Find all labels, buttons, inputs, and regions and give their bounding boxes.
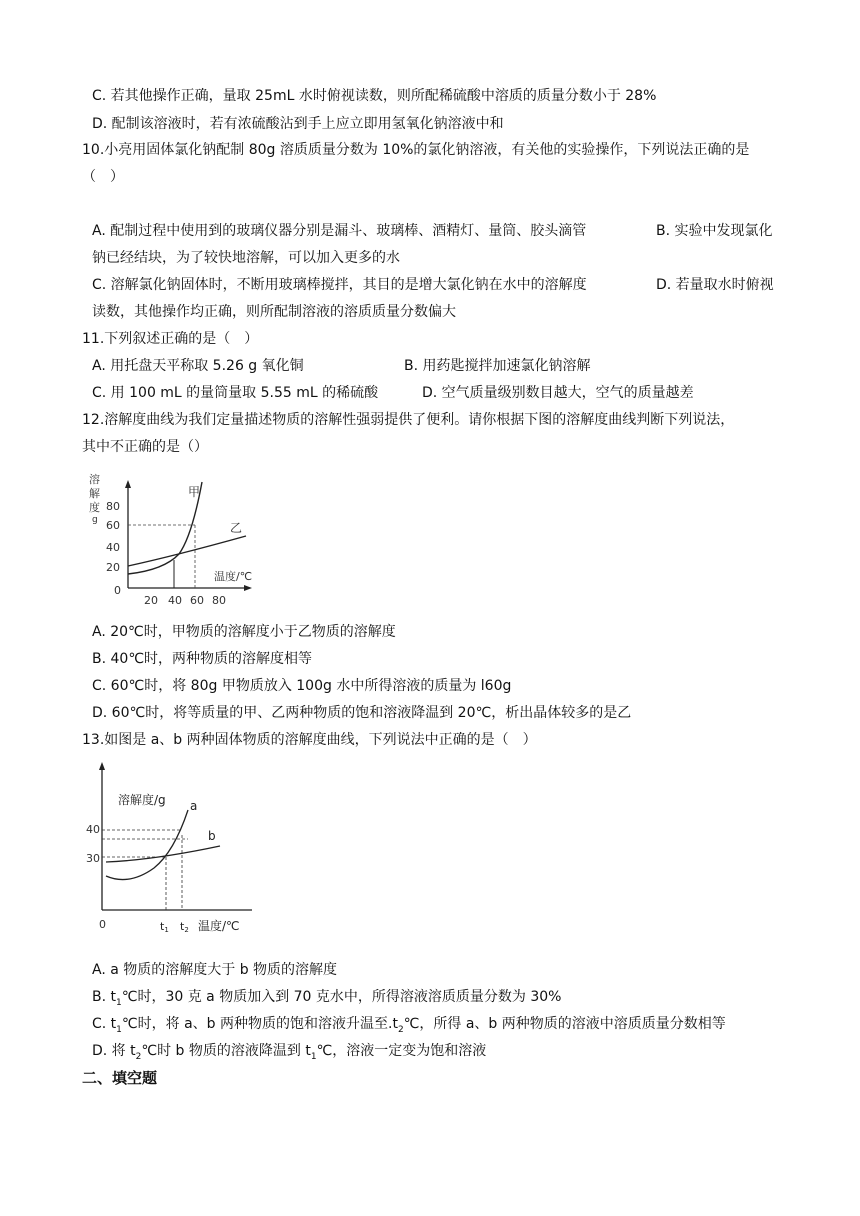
q13-curve-a — [106, 810, 188, 880]
q12-x-label: 温度/℃ — [214, 570, 253, 583]
q11-stem: 11.下列叙述正确的是（ ） — [82, 331, 259, 347]
q13-stem: 13.如图是 a、b 两种固体物质的溶解度曲线，下列说法中正确的是（ ） — [82, 732, 537, 748]
q12-ytick-20: 20 — [106, 561, 120, 574]
q12-xtick-40: 40 — [168, 594, 182, 607]
q13-x-label: 温度/℃ — [198, 919, 240, 933]
q12-xtick-60: 60 — [190, 594, 204, 607]
q10-option-a: A. 配制过程中使用到的玻璃仪器分别是漏斗、玻璃棒、酒精灯、量筒、胶头滴管 — [92, 223, 587, 239]
q10-option-b: B. 实验中发现氯化 — [656, 223, 773, 239]
q12-option-a: A. 20℃时，甲物质的溶解度小于乙物质的溶解度 — [92, 624, 396, 640]
q13-option-b: B. $t_1℃$时，30 克 a 物质加入到 70 克水中，所得溶液溶质质量分数为 30% — [92, 989, 562, 1008]
q13-ytick-40: 40 — [86, 823, 100, 836]
q11-option-b: B. 用药匙搅拌加速氯化钠溶解 — [404, 358, 591, 374]
q13-y-label: 溶解度/g — [118, 793, 166, 807]
q12-curve-yi-label: 乙 — [230, 521, 243, 535]
q12-stem: 12.溶解度曲线为我们定量描述物质的溶解性强弱提供了便利。请你根据下图的溶解度曲线判断下列说法， — [82, 412, 735, 428]
q10-option-d: D. 若量取水时俯视 — [656, 277, 774, 293]
q10-stem: 10.小亮用固体氯化钠配制 80g 溶质质量分数为 10%的氯化钠溶液，有关他的实验操作，下列说法正确的是 — [82, 142, 750, 158]
q10-option-d-cont: 读数，其他操作均正确，则所配制溶液的溶质质量分数偏大 — [92, 304, 456, 320]
q10-option-b-cont: 钠已经结块，为了较快地溶解，可以加入更多的水 — [92, 250, 400, 266]
q12-ytick-0: 0 — [114, 584, 121, 597]
q10-option-c: C. 溶解氯化钠固体时，不断用玻璃棒搅拌，其目的是增大氯化钠在水中的溶解度 — [92, 277, 587, 293]
q12-ytick-40: 40 — [106, 541, 120, 554]
q12-solubility-chart — [84, 470, 264, 610]
q9-option-d: D. 配制该溶液时，若有浓硫酸沾到手上应立即用氢氧化钠溶液中和 — [92, 116, 504, 132]
q12-xtick-20: 20 — [144, 594, 158, 607]
q10-stem-paren: （ ） — [82, 169, 124, 185]
q12-curve-jia-label: 甲 — [188, 485, 201, 499]
q12-x-arrow — [244, 585, 252, 591]
q12-option-c: C. 60℃时，将 80g 甲物质放入 100g 水中所得溶液的质量为 l60g — [92, 678, 512, 694]
section-heading: 二、填空题 — [82, 1069, 158, 1087]
q11-option-d: D. 空气质量级别数目越大，空气的质量越差 — [422, 385, 694, 401]
q12-y-label-3: 度 — [89, 501, 100, 514]
q12-y-label-2: 解 — [89, 487, 100, 500]
q12-option-d: D. 60℃时，将等质量的甲、乙两种物质的饱和溶液降温到 20℃，析出晶体较多的是乙 — [92, 705, 632, 721]
q13-option-d: D. 将 $t_2℃$时 b 物质的溶液降温到 $t_1℃$，溶液一定变为饱和溶液 — [92, 1043, 487, 1062]
q11-option-a: A. 用托盘天平称取 5.26 g 氧化铜 — [92, 358, 304, 374]
q9-option-c: C. 若其他操作正确，量取 25mL 水时俯视读数，则所配稀硫酸中溶质的质量分数小于 28% — [92, 88, 657, 104]
q13-xtick-t2: t2 — [180, 920, 189, 934]
q13-option-a: A. a 物质的溶解度大于 b 物质的溶解度 — [92, 962, 338, 978]
q13-option-c: C. $t_1℃$时，将 a、b 两种物质的饱和溶液升温至$.t_2℃$，所得 a、b 两种物质的溶液中溶质质量分数相等 — [92, 1016, 726, 1035]
q13-solubility-chart — [84, 760, 264, 940]
q13-curve-b-label: b — [208, 829, 216, 843]
q12-stem-cont: 其中不正确的是（） — [82, 439, 208, 455]
q12-ytick-60: 60 — [106, 519, 120, 532]
q13-y-arrow — [99, 762, 105, 770]
q11-option-c: C. 用 100 mL 的量筒量取 5.55 mL 的稀硫酸 — [92, 385, 379, 401]
q12-y-arrow — [125, 480, 131, 488]
q12-y-label-4: g — [92, 515, 98, 525]
q13-curve-a-label: a — [190, 799, 198, 813]
q13-origin: 0 — [99, 918, 106, 931]
q12-ytick-80: 80 — [106, 500, 120, 513]
q12-xtick-80: 80 — [212, 594, 226, 607]
q12-option-b: B. 40℃时，两种物质的溶解度相等 — [92, 651, 313, 667]
q13-xtick-t1: t1 — [160, 920, 169, 934]
q13-ytick-30: 30 — [86, 852, 100, 865]
q12-y-label-1: 溶 — [89, 473, 100, 486]
